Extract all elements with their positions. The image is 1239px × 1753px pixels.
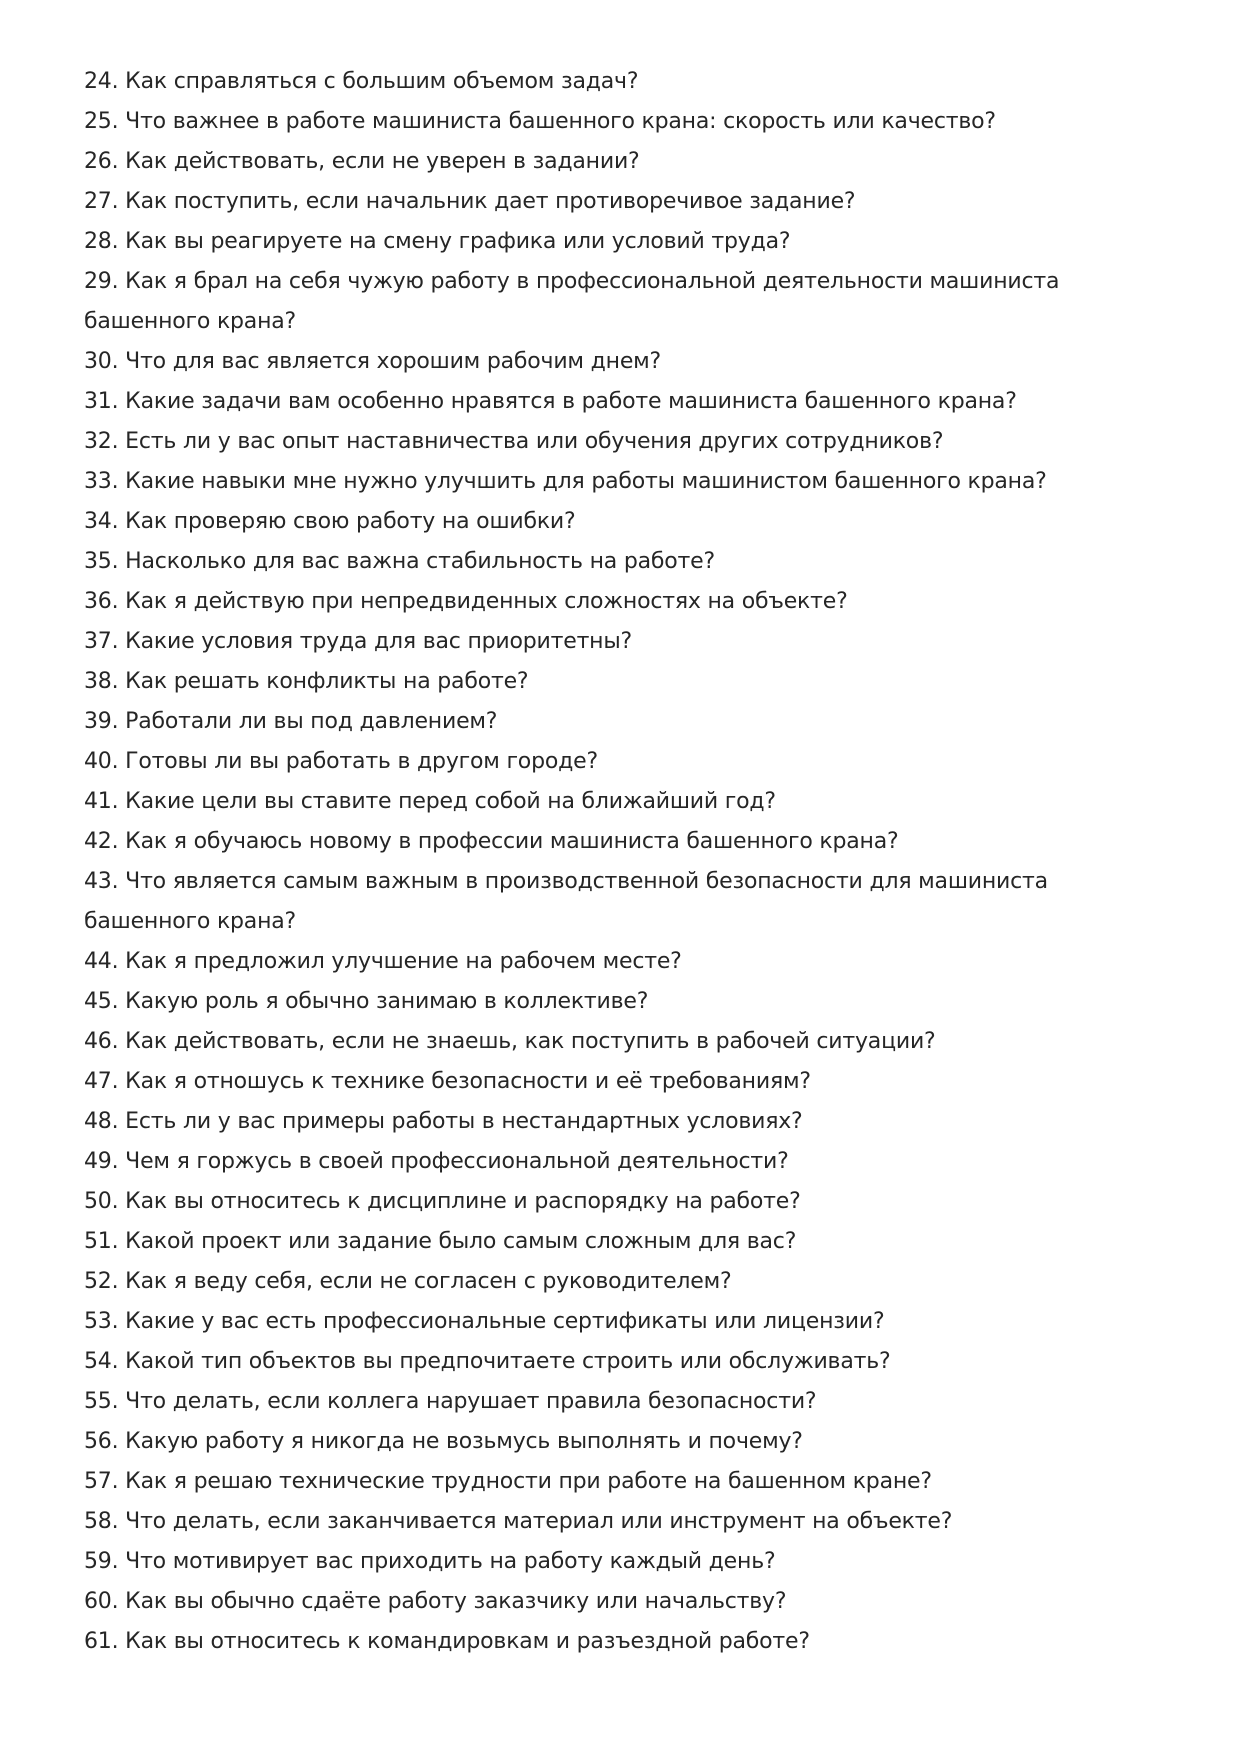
question-item: 61. Как вы относитесь к командировкам и разъездной работе? <box>84 1629 810 1654</box>
question-item: 46. Как действовать, если не знаешь, как поступить в рабочей ситуации? <box>84 1029 936 1054</box>
question-item: 25. Что важнее в работе машиниста башенного крана: скорость или качество? <box>84 109 996 134</box>
question-item: 37. Какие условия труда для вас приоритетны? <box>84 629 633 654</box>
question-item: 40. Готовы ли вы работать в другом городе? <box>84 749 598 774</box>
question-item: 42. Как я обучаюсь новому в профессии машиниста башенного крана? <box>84 829 899 854</box>
question-item: 60. Как вы обычно сдаёте работу заказчику или начальству? <box>84 1589 787 1614</box>
question-item: 54. Какой тип объектов вы предпочитаете строить или обслуживать? <box>84 1349 891 1374</box>
question-item: 50. Как вы относитесь к дисциплине и распорядку на работе? <box>84 1189 801 1214</box>
question-item: 41. Какие цели вы ставите перед собой на ближайший год? <box>84 789 776 814</box>
question-item: 48. Есть ли у вас примеры работы в нестандартных условиях? <box>84 1109 803 1134</box>
question-item: 43. Что является самым важным в производственной безопасности для машиниста башенного крана? <box>84 869 1048 934</box>
question-item: 29. Как я брал на себя чужую работу в профессиональной деятельности машиниста башенного крана? <box>84 269 1060 334</box>
question-item: 28. Как вы реагируете на смену графика или условий труда? <box>84 229 791 254</box>
question-list <box>84 62 1084 1662</box>
question-item: 58. Что делать, если заканчивается материал или инструмент на объекте? <box>84 1509 953 1534</box>
question-item: 52. Как я веду себя, если не согласен с руководителем? <box>84 1269 732 1294</box>
question-item: 59. Что мотивирует вас приходить на работу каждый день? <box>84 1549 776 1574</box>
question-item: 44. Как я предложил улучшение на рабочем месте? <box>84 949 682 974</box>
question-item: 31. Какие задачи вам особенно нравятся в работе машиниста башенного крана? <box>84 389 1017 414</box>
question-item: 26. Как действовать, если не уверен в задании? <box>84 149 640 174</box>
question-item: 30. Что для вас является хорошим рабочим днем? <box>84 349 662 374</box>
question-item: 24. Как справляться с большим объемом задач? <box>84 69 639 94</box>
question-item: 34. Как проверяю свою работу на ошибки? <box>84 509 576 534</box>
question-item: 36. Как я действую при непредвиденных сложностях на объекте? <box>84 589 848 614</box>
question-item: 51. Какой проект или задание было самым сложным для вас? <box>84 1229 797 1254</box>
question-item: 53. Какие у вас есть профессиональные сертификаты или лицензии? <box>84 1309 885 1334</box>
question-item: 32. Есть ли у вас опыт наставничества или обучения других сотрудников? <box>84 429 944 454</box>
question-item: 47. Как я отношусь к технике безопасности и её требованиям? <box>84 1069 811 1094</box>
question-item: 55. Что делать, если коллега нарушает правила безопасности? <box>84 1389 817 1414</box>
question-item: 27. Как поступить, если начальник дает противоречивое задание? <box>84 189 856 214</box>
question-item: 35. Насколько для вас важна стабильность на работе? <box>84 549 715 574</box>
question-item: 45. Какую роль я обычно занимаю в коллективе? <box>84 989 649 1014</box>
question-item: 57. Как я решаю технические трудности при работе на башенном кране? <box>84 1469 932 1494</box>
question-item: 38. Как решать конфликты на работе? <box>84 669 529 694</box>
question-item: 49. Чем я горжусь в своей профессиональной деятельности? <box>84 1149 789 1174</box>
question-item: 56. Какую работу я никогда не возьмусь выполнять и почему? <box>84 1429 803 1454</box>
question-item: 39. Работали ли вы под давлением? <box>84 709 498 734</box>
question-item: 33. Какие навыки мне нужно улучшить для работы машинистом башенного крана? <box>84 469 1047 494</box>
